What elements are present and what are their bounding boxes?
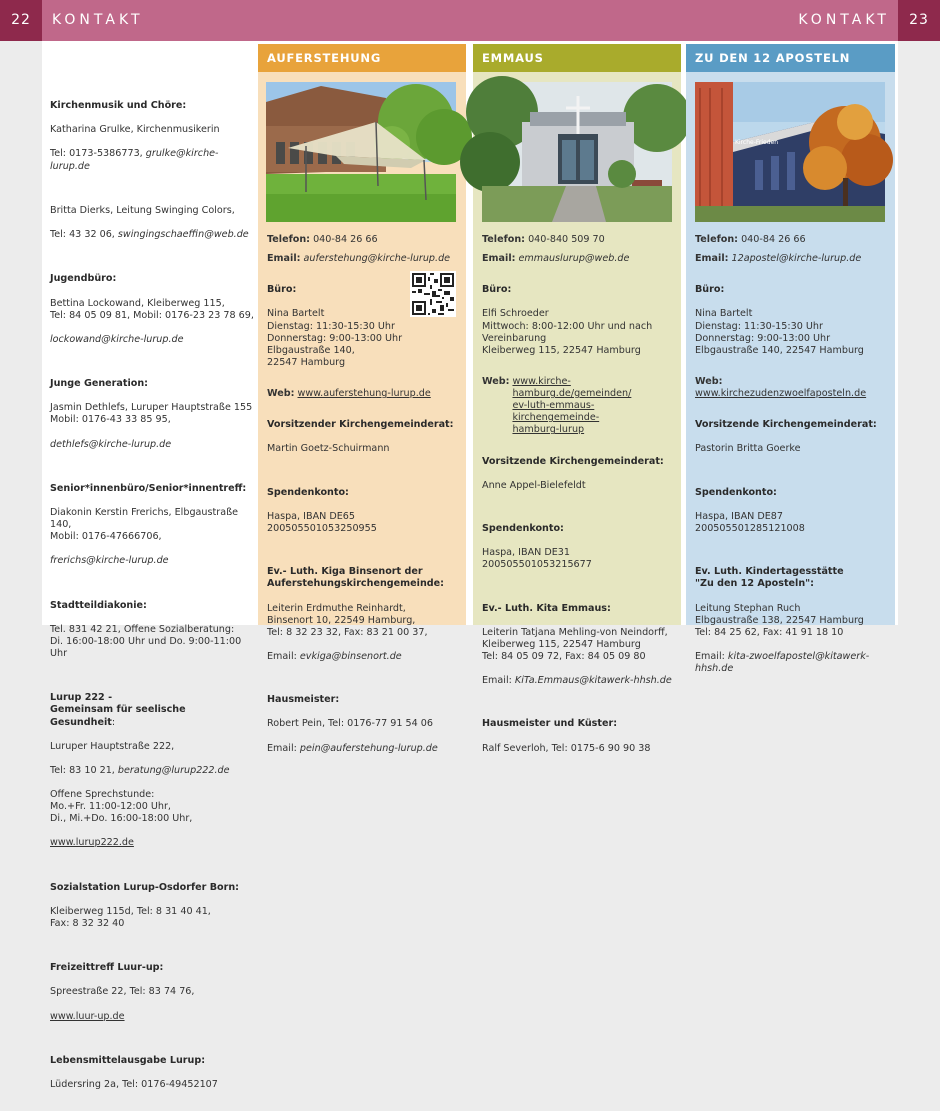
web-line: [482, 376, 675, 436]
kindergarten-label: Ev.- Luth. Kiga Binsenort der Auferstehungskirchengemeinde:: [267, 566, 444, 590]
contact-label: Stadtteildiakonie:: [50, 599, 147, 611]
email-value[interactable]: kita-zwoelfapostel@kitawerk-hhsh.de: [695, 650, 870, 674]
contact-hours: Offene Sprechstunde: Mo.+Fr. 11:00-12:00 Uhr, Di., Mi.+Do. 16:00-18:00 Uhr,: [50, 789, 193, 825]
caretaker-block: [267, 682, 460, 767]
email-label: Email:: [267, 742, 300, 754]
info-emmaus: [482, 234, 675, 774]
kindergarten-details: Leiterin Erdmuthe Reinhardt, Binsenort 10, 22549 Hamburg, Tel: 8 32 23 32, Fax: 83 21 00 37,: [267, 602, 428, 638]
column-title: AUFERSTEHUNG: [258, 44, 466, 72]
column-title: EMMAUS: [473, 44, 681, 72]
contact-lurup-222: [50, 680, 254, 861]
donation-label: Spendenkonto:: [482, 522, 564, 534]
contact-text: Jasmin Dethlefs, Luruper Hauptstraße 155 Mobil: 0176-43 33 85 95,: [50, 402, 253, 426]
donation-block: [267, 475, 460, 548]
contact-jugendbuero: [50, 261, 254, 358]
web-label: Web:: [267, 388, 295, 400]
contact-label: Lurup 222 - Gemeinsam für seelische Gesundheit: [50, 692, 186, 728]
kindergarten-block: [267, 554, 460, 675]
web-label: Web:: [695, 375, 723, 387]
website-link[interactable]: www.kirchezudenzwoelfaposteln.de: [695, 388, 867, 400]
page-number-right: 23: [898, 0, 940, 41]
contact-phone: Tel: 83 10 21,: [50, 764, 118, 776]
donation-iban: Haspa, IBAN DE31 200505501053215677: [482, 547, 592, 571]
caretaker-block: [482, 706, 675, 766]
phone-label: Telefon:: [482, 234, 526, 245]
contact-text: Tel. 831 42 21, Offene Sozialberatung: Di. 16:00-18:00 Uhr und Do. 9:00-11:00 Uhr: [50, 623, 242, 660]
donation-iban: Haspa, IBAN DE65 200505501053250955: [267, 510, 377, 534]
phone-value: 040-84 26 66: [738, 234, 806, 245]
web-line: [695, 376, 889, 400]
email-line: [267, 253, 460, 265]
page-number-left: 22: [0, 0, 42, 41]
phone-line: [267, 234, 460, 246]
photo-auferstehung-church: [266, 82, 456, 222]
contact-stadtteildiakonie: [50, 588, 254, 673]
email-label: Email:: [267, 650, 300, 662]
email-label: Email:: [695, 253, 729, 265]
contact-website-link[interactable]: www.lurup222.de: [50, 837, 134, 849]
phone-label: Telefon:: [695, 234, 739, 245]
photo-emmaus-church: [482, 82, 672, 222]
contact-label: Lebensmittelausgabe Lurup:: [50, 1054, 206, 1066]
kita-details: Leitung Stephan Ruch Elbgaustraße 138, 22547 Hamburg Tel: 84 25 62, Fax: 41 91 18 10: [695, 602, 864, 638]
info-zu-den-12-aposteln: [695, 234, 889, 694]
contact-email[interactable]: dethlefs@kirche-lurup.de: [50, 438, 172, 450]
contact-text: Kleiberweg 115d, Tel: 8 31 40 41, Fax: 8 32 32 40: [50, 905, 211, 929]
kita-block: [695, 554, 889, 687]
office-label: Büro:: [267, 284, 297, 296]
email-value[interactable]: evkiga@binsenort.de: [299, 650, 402, 662]
contact-text: Lüdersring 2a, Tel: 0176-49452107: [50, 1079, 218, 1091]
phone-line: [482, 234, 675, 246]
page-title-left: KONTAKT: [52, 12, 144, 28]
header-bar: [0, 0, 940, 41]
contact-label: Senior*innenbüro/Senior*innentreff:: [50, 482, 247, 494]
donation-block: [695, 475, 889, 548]
general-contacts: [50, 88, 254, 1111]
office-label: Büro:: [482, 284, 512, 296]
contact-website-link[interactable]: www.luur-up.de: [50, 1010, 125, 1022]
info-auferstehung: [267, 234, 460, 774]
council-label: Vorsitzende Kirchengemeinderat:: [695, 419, 877, 431]
donation-label: Spendenkonto:: [267, 486, 349, 498]
kita-block: [482, 590, 675, 699]
caretaker-label: Hausmeister:: [267, 694, 340, 706]
office-details: Nina Bartelt Dienstag: 11:30-15:30 Uhr Donnerstag: 9:00-13:00 Uhr Elbgaustraße 140, 22547 Hamburg: [267, 308, 403, 368]
website-link[interactable]: www.kirche-hamburg.de/gemeinden/ ev-luth-emmaus-kirchengemeinde- hamburg-lurup: [512, 375, 632, 436]
office-details: Elfi Schroeder Mittwoch: 8:00-12:00 Uhr und nach Vereinbarung Kleiberweg 115, 22547 Hamburg: [482, 308, 653, 356]
phone-line: [695, 234, 889, 246]
contact-text: Diakonin Kerstin Frerichs, Elbgaustraße 140, Mobil: 0176-47666706,: [50, 507, 239, 543]
column-title: ZU DEN 12 APOSTELN: [686, 44, 895, 72]
contact-sozialstation: [50, 870, 254, 943]
office-label: Büro:: [695, 284, 725, 296]
donation-block: [482, 511, 675, 584]
phone-value: 040-840 509 70: [525, 234, 605, 245]
kita-details: Leiterin Tatjana Mehling-von Neindorff, Kleiberweg 115, 22547 Hamburg Tel: 84 05 09 72, Fax: 84 05 09 80: [482, 626, 668, 662]
email-label: Email:: [482, 675, 515, 687]
council-block: [482, 443, 675, 503]
phone-value: 040-84 26 66: [310, 234, 378, 245]
office-details: Nina Bartelt Dienstag: 11:30-15:30 Uhr Donnerstag: 9:00-13:00 Uhr Elbgaustraße 140, 22547 Hamburg: [695, 308, 864, 356]
contact-label-colon: :: [111, 716, 116, 728]
council-label: Vorsitzender Kirchengemeinderat:: [267, 419, 454, 431]
email-value[interactable]: emmauslurup@web.de: [515, 253, 630, 265]
page-title-right: KONTAKT: [798, 12, 890, 28]
kita-label: Ev. Luth. Kindertagesstätte "Zu den 12 Aposteln":: [695, 566, 844, 590]
office-block: [695, 272, 889, 369]
caretaker-details: Robert Pein, Tel: 0176-77 91 54 06: [267, 718, 433, 730]
website-link[interactable]: www.auferstehung-lurup.de: [297, 388, 431, 400]
contact-email[interactable]: grulke@kirche-lurup.de: [50, 148, 219, 172]
donation-iban: Haspa, IBAN DE87 200505501285121008: [695, 510, 805, 534]
contact-kirchenmusik: [50, 88, 254, 185]
contact-label: Freizeittreff Luur-up:: [50, 962, 164, 974]
contact-label: Sozialstation Lurup-Osdorfer Born:: [50, 881, 240, 893]
contact-email[interactable]: beratung@lurup222.de: [117, 764, 230, 776]
contact-label: Junge Generation:: [50, 378, 148, 390]
email-label: Email:: [695, 650, 728, 662]
contact-text: Katharina Grulke, Kirchenmusikerin: [50, 124, 220, 136]
council-block: [695, 407, 889, 467]
contact-text: Bettina Lockowand, Kleiberweg 115, Tel: 84 05 09 81, Mobil: 0176-23 23 78 69,: [50, 297, 254, 321]
contact-freizeittreff: [50, 950, 254, 1035]
phone-label: Telefon:: [267, 234, 311, 245]
council-name: Pastorin Britta Goerke: [695, 443, 801, 455]
office-block: [482, 272, 675, 369]
contact-email[interactable]: frerichs@kirche-lurup.de: [50, 555, 169, 567]
council-name: Anne Appel-Bielefeldt: [482, 479, 586, 491]
church-sign-text: Kirche-Frieden: [735, 139, 779, 146]
email-line: [695, 253, 889, 265]
contact-seniorenbuero: [50, 471, 254, 580]
email-value[interactable]: KiTa.Emmaus@kitawerk-hhsh.de: [514, 675, 672, 687]
contact-email[interactable]: lockowand@kirche-lurup.de: [50, 333, 184, 345]
donation-label: Spendenkonto:: [695, 486, 777, 498]
caretaker-details: Ralf Severloh, Tel: 0175-6 90 90 38: [482, 742, 651, 754]
email-value[interactable]: pein@auferstehung-lurup.de: [299, 742, 438, 754]
web-label: Web:: [482, 375, 510, 387]
email-line: [482, 253, 675, 265]
council-label: Vorsitzende Kirchengemeinderat:: [482, 455, 664, 467]
kita-label: Ev.- Luth. Kita Emmaus:: [482, 602, 611, 614]
council-name: Martin Goetz-Schuirmann: [267, 443, 390, 455]
contact-swinging-colors: [50, 193, 254, 253]
contact-junge-generation: [50, 366, 254, 463]
email-value[interactable]: auferstehung@kirche-lurup.de: [300, 253, 451, 265]
contact-email[interactable]: swingingschaeffin@web.de: [117, 229, 249, 241]
contact-label: Kirchenmusik und Chöre:: [50, 100, 187, 112]
council-block: [267, 407, 460, 467]
column-zu-den-12-aposteln: [686, 44, 895, 674]
contact-lebensmittelausgabe: [50, 1043, 254, 1103]
photo-apostel-church: [695, 82, 885, 222]
web-line: [267, 388, 460, 400]
contact-phone: Tel: 43 32 06,: [50, 229, 118, 241]
contact-text: Spreestraße 22, Tel: 83 74 76,: [50, 986, 195, 998]
email-value[interactable]: 12apostel@kirche-lurup.de: [728, 253, 862, 265]
caretaker-label: Hausmeister und Küster:: [482, 718, 618, 730]
column-emmaus: [473, 44, 681, 754]
office-block: [267, 272, 460, 381]
contact-text: Luruper Hauptstraße 222,: [50, 740, 175, 752]
contact-phone: Tel: 0173-5386773,: [50, 148, 146, 160]
contact-text: Britta Dierks, Leitung Swinging Colors,: [50, 204, 235, 216]
email-label: Email:: [482, 253, 516, 265]
column-auferstehung: [258, 44, 466, 754]
email-label: Email:: [267, 253, 301, 265]
contact-label: Jugendbüro:: [50, 273, 117, 285]
